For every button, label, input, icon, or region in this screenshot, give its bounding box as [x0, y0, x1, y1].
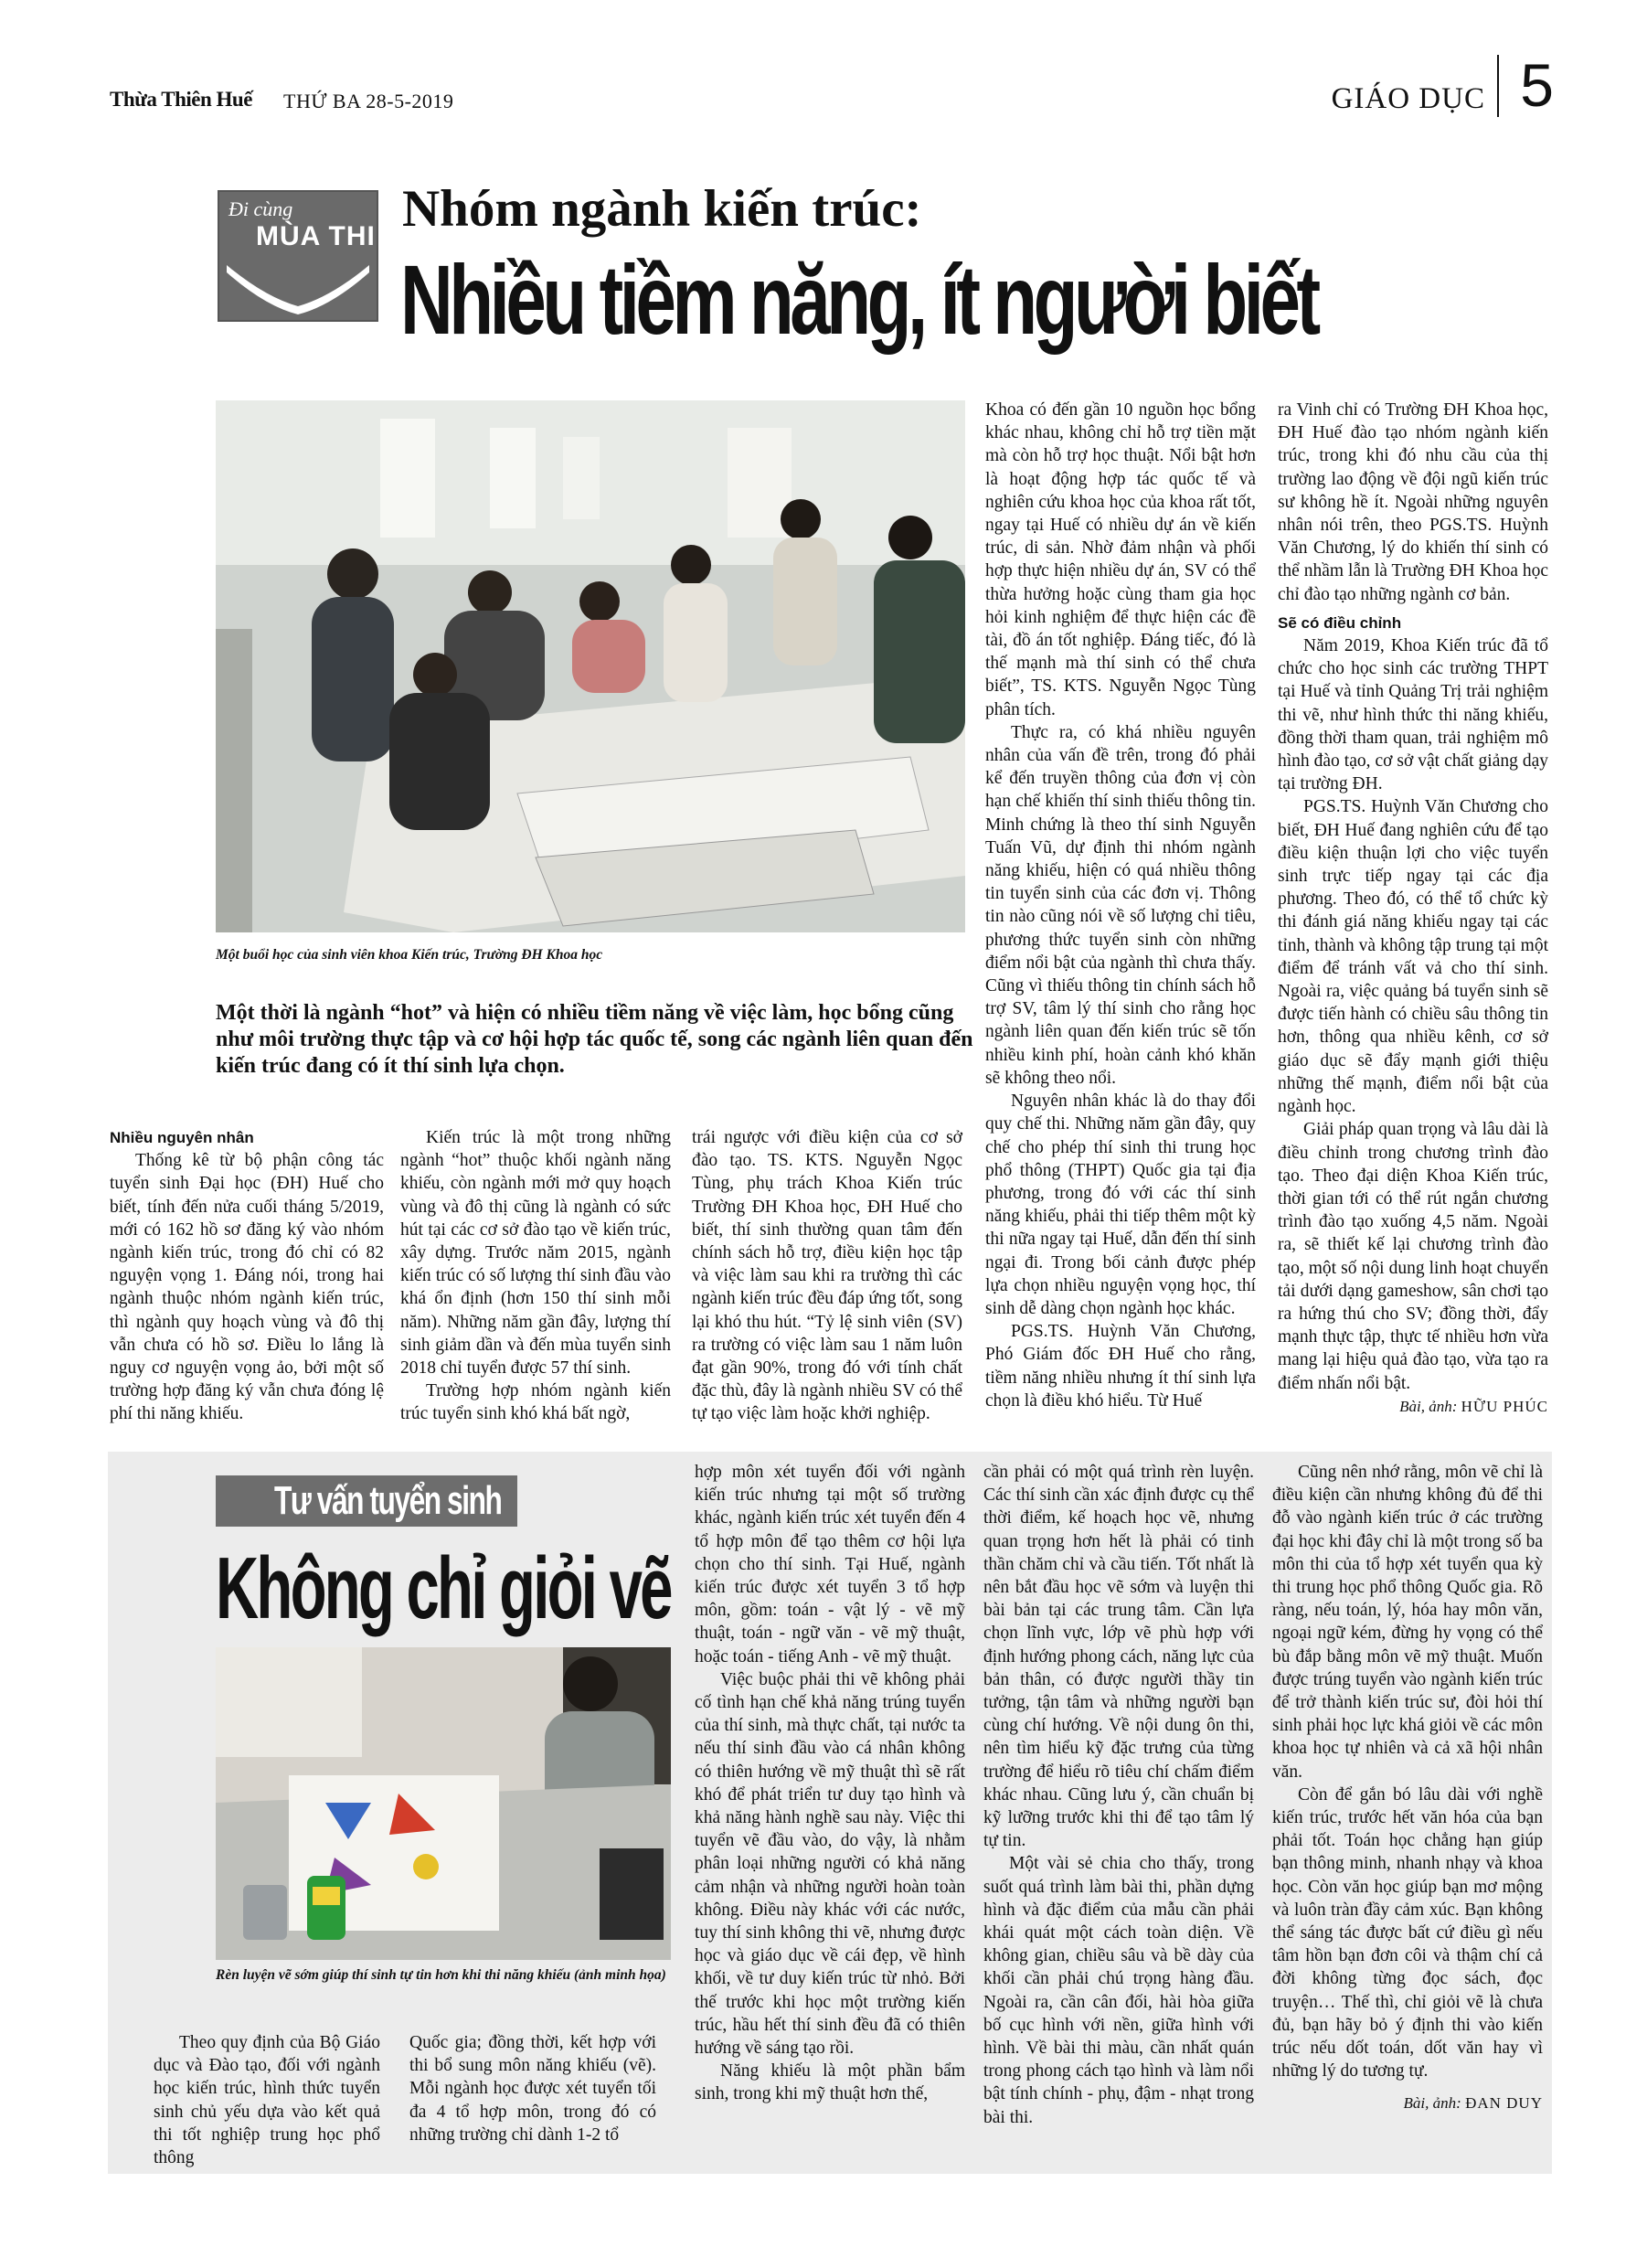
- subheading-causes: Nhiều nguyên nhân: [110, 1129, 254, 1146]
- article1-column-3: [692, 1126, 962, 1426]
- paragraph: PGS.TS. Huỳnh Văn Chương, Phó Giám đốc ĐH Huế cho rằng, tiềm năng nhiều nhưng ít thí sinh lựa chọn là điều khó hiểu. Từ Huế: [985, 1322, 1256, 1411]
- paragraph: Cũng nên nhớ rằng, môn vẽ chỉ là điều kiện cần nhưng không đủ để thi đỗ vào ngành kiến trúc ở các trường đại học khi đây chỉ là một trong số ba môn thi của tổ hợp xét tuyển qua kỳ thi trung học phổ thông Quốc gia. Rõ ràng, nếu toán, lý, hóa hay môn văn, ngoại ngữ kém, đừng hy vọng có thể bù đắp bằng môn vẽ mỹ thuật. Muốn được trúng tuyển vào ngành kiến trúc để trở thành kiến trúc sư, đòi hỏi thí sinh phải học lực khá giỏi về các môn khoa học tự nhiên và cả xã hội nhân văn.: [1272, 1463, 1543, 1782]
- article1-byline: [1278, 1395, 1548, 1418]
- paragraph: ra Vinh chỉ có Trường ĐH Khoa học, ĐH Huế đào tạo nhóm ngành kiến trúc, trong khi đó nhu cầu của thị trường lao động về đội ngũ kiến trúc sư không hề ít. Ngoài những nguyên nhân nói trên, theo PGS.TS. Huỳnh Văn Chương, lý do khiến thí sinh có thể nhầm lẫn là Trường ĐH Khoa học chỉ đào tạo những ngành cơ bản.: [1278, 400, 1548, 604]
- article1-column-1: [110, 1126, 384, 1426]
- header-divider: [1497, 55, 1499, 117]
- byline-label: Bài, ảnh:: [1399, 1397, 1458, 1415]
- logo-line2: MÙA THI: [256, 221, 376, 251]
- article2-photo-caption: Rèn luyện vẽ sớm giúp thí sinh tự tin hơn khi thi năng khiếu (ảnh minh họa): [216, 1967, 666, 1983]
- article2-column-1: [154, 2031, 380, 2169]
- open-book-icon: [219, 256, 377, 320]
- article2-photo: [216, 1647, 671, 1960]
- article1-headline: Nhiều tiềm năng, ít người biết: [400, 244, 1317, 355]
- paragraph: Khoa có đến gần 10 nguồn học bổng khác nhau, không chỉ hỗ trợ tiền mặt mà còn hỗ trợ học thuật. Nổi bật hơn là hoạt động hợp tác quốc tế và nghiên cứu khoa học của khoa rất tốt, ngay tại Huế có nhiều dự án về kiến trúc, di sản. Nhờ đảm nhận và phối hợp thực hiện nhiều dự án, SV có thể thừa hưởng hoặc cùng tham gia học hỏi kinh nghiệm để thực hiện các đề tài, đồ án tốt nghiệp. Đáng tiếc, đó là thế mạnh mà thí sinh có thể chưa biết”, TS. KTS. Nguyễn Ngọc Tùng phân tích.: [985, 400, 1256, 719]
- article2-headline: Không chỉ giỏi vẽ: [216, 1539, 671, 1637]
- paragraph: Kiến trúc là một trong những ngành “hot” thuộc khối ngành năng khiếu, còn ngành mới mở quy hoạch vùng và đô thị cũng là ngành có sức hút tại các cơ sở đào tạo về kiến trúc, xây dựng. Trước năm 2015, ngành kiến trúc có số lượng thí sinh đầu vào khá ổn định (hơn 150 thí sinh mỗi năm). Những năm gần đây, lượng thí sinh giảm dần và đến mùa tuyển sinh 2018 chỉ tuyển được 57 thí sinh.: [400, 1128, 671, 1379]
- paragraph: Năng khiếu là một phần bẩm sinh, trong khi mỹ thuật hơn thế,: [695, 2061, 965, 2104]
- byline-author: HỮU PHÚC: [1461, 1397, 1548, 1415]
- paragraph: Thống kê từ bộ phận công tác tuyển sinh Đại học (ĐH) Huế cho biết, tính đến nửa cuối tháng 5/2019, mới có 162 hồ sơ đăng ký vào nhóm ngành kiến trúc, trong đó chỉ có 82 nguyện vọng 1. Đáng nói, trong hai ngành thuộc nhóm ngành kiến trúc, thì ngành quy hoạch vùng và đô thị vẫn chưa có hồ sơ. Điều lo lắng là nguy cơ nguyện vọng ảo, bởi một số trường hợp đăng ký vẫn chưa đóng lệ phí thi năng khiếu.: [110, 1151, 384, 1424]
- article1-column-4: [985, 399, 1256, 1412]
- season-logo: [218, 190, 378, 322]
- article2-tag-label: Tư vấn tuyển sinh: [274, 1478, 502, 1523]
- paragraph: trái ngược với điều kiện của cơ sở đào tạo. TS. KTS. Nguyễn Ngọc Tùng, phụ trách Khoa Kiến trúc Trường ĐH Khoa học, ĐH Huế cho biết, thí sinh thường quan tâm đến chính sách hỗ trợ, điều kiện học tập và việc làm sau khi ra trường thì các ngành kiến trúc đều đáp ứng tốt, song lại khó thu hút. “Tỷ lệ sinh viên (SV) ra trường có việc làm sau 1 năm luôn đạt gần 90%, trong đó với tính chất đặc thù, đây là ngành nhiều SV có thể tự tạo việc làm hoặc khởi nghiệp.: [692, 1128, 962, 1424]
- paragraph: Còn để gắn bó lâu dài với nghề kiến trúc, trước hết văn hóa của bạn phải tốt. Toán học chẳng hạn giúp bạn thông minh, nhanh nhạy và khoa học. Còn văn học giúp bạn mơ mộng và luôn tràn đầy cảm xúc. Bạn không thể sáng tác được bất cứ điều gì nếu tâm hồn bạn đơn côi và thậm chí cả đời không từng đọc sách, đọc truyện… Thế thì, chỉ giỏi vẽ là chưa đủ, bạn hãy bỏ ý định thi vào kiến trúc nếu dốt toán, dốt văn hay vì những lý do tương tự.: [1272, 1784, 1543, 2082]
- paragraph: Nguyên nhân khác là do thay đổi quy chế thi. Những năm gần đây, quy chế cho phép thí sinh thi trung học phổ thông (THPT) Quốc gia tại địa phương, trong đó với các thí sinh năng khiếu, phải thi tiếp thêm một kỳ thi nữa ngay tại Huế, dẫn đến thí sinh ngại đi. Trong bối cảnh được phép lựa chọn nhiều nguyện vọng học, thí sinh dễ dàng chọn ngành học khác.: [985, 1091, 1256, 1318]
- article1-lead: Một thời là ngành “hot” và hiện có nhiều tiềm năng về việc làm, học bổng cũng như môi trường thực tập và cơ hội hợp tác quốc tế, song các ngành liên quan đến kiến trúc đang có ít thí sinh lựa chọn.: [216, 1001, 973, 1078]
- paragraph: Quốc gia; đồng thời, kết hợp với thi bổ sung môn năng khiếu (vẽ). Mỗi ngành học được xét tuyển tối đa 4 tổ hợp môn, trong đó có những trường chỉ dành 1-2 tổ: [409, 2033, 656, 2145]
- byline-label: Bài, ảnh:: [1403, 2094, 1461, 2113]
- article2-column-4: [983, 1461, 1254, 2129]
- article1-kicker: Nhóm ngành kiến trúc:: [402, 180, 922, 238]
- article1-photo: [216, 400, 965, 932]
- paper-name: Thừa Thiên Huế: [110, 88, 252, 111]
- subheading-adjustments: Sẽ có điều chỉnh: [1278, 613, 1402, 632]
- article1-column-2: [400, 1126, 671, 1426]
- paragraph: Năm 2019, Khoa Kiến trúc đã tổ chức cho học sinh các trường THPT tại Huế và tỉnh Quảng Trị trải nghiệm thi vẽ, như hình thức thi năng khiếu, đồng thời tham quan, trải nghiệm mô hình đào tạo, cơ sở vật chất giảng dạy tại trường ĐH.: [1278, 636, 1548, 794]
- paragraph: Một vài sẻ chia cho thấy, trong suốt quá trình làm bài thi, phần dựng hình và đặc điểm của mẫu cần phải khái quát một cách toàn diện. Về không gian, chiều sâu và bề dày của khối cần phải chú trọng hàng đầu. Ngoài ra, cần cân đối, hài hòa giữa bố cục hình với nền, giữa hình với hình. Về bài thi màu, cần nhất quán trong phong cách tạo hình và làm nổi bật tính chính - phụ, đậm - nhạt trong bài thi.: [983, 1854, 1254, 2127]
- article1-photo-caption: Một buổi học của sinh viên khoa Kiến trúc, Trường ĐH Khoa học: [216, 947, 603, 963]
- article2-column-2: [409, 2031, 656, 2146]
- byline-author: ĐAN DUY: [1465, 2094, 1543, 2113]
- page-number: 5: [1520, 51, 1554, 119]
- paragraph: Giải pháp quan trọng và lâu dài là điều chỉnh trong chương trình đào tạo. Theo đại diện Khoa Kiến trúc, thời gian tới có thể rút ngắn chương trình đào tạo xuống 4,5 năm. Ngoài ra, sẽ thiết kế lại chương trình đào tạo, một số nội dung linh hoạt chuyển tải dưới dạng gameshow, sân chơi tạo ra hứng thú cho SV; đồng thời, đẩy mạnh thực tập, thực tế nhiều hơn vừa mang lại hiệu quả đào tạo, vừa tạo ra điểm nhấn nổi bật.: [1278, 1120, 1548, 1393]
- logo-line1: Đi cùng: [228, 197, 293, 220]
- paragraph: Theo quy định của Bộ Giáo dục và Đào tạo, đối với ngành học kiến trúc, hình thức tuyển sinh chủ yếu dựa vào kết quả thi tốt nghiệp trung học phổ thông: [154, 2033, 380, 2168]
- article2-column-5: [1272, 1461, 1543, 2115]
- issue-date: THỨ BA 28-5-2019: [283, 90, 454, 112]
- page-header: [110, 51, 1554, 119]
- paragraph: Thực ra, có khá nhiều nguyên nhân của vấn đề trên, trong đó phải kể đến truyền thông của đơn vị còn hạn chế khiến thí sinh thiếu thông tin. Minh chứng là theo thí sinh Nguyễn Tuấn Vũ, dự định thi nhóm ngành năng khiếu, hiện có quá nhiều thông tin tuyển sinh của các đơn vị. Thông tin nào cũng nói về số lượng chỉ tiêu, phương thức tuyển sinh còn những điểm nổi bật của ngành thì chưa thấy. Cũng vì thiếu thông tin chính sách hỗ trợ SV, tâm lý thí sinh cho rằng học ngành liên quan đến kiến trúc sẽ tốn nhiều kinh phí, hoàn cảnh khó khăn sẽ không theo nổi.: [985, 722, 1256, 1088]
- article2-byline: [1272, 2092, 1543, 2114]
- paragraph: Trường hợp nhóm ngành kiến trúc tuyển sinh khó khá bất ngờ,: [400, 1381, 671, 1424]
- article1-column-5: [1278, 399, 1548, 1418]
- paragraph: cần phải có một quá trình rèn luyện. Các thí sinh cần xác định được cụ thể thời điểm, kế hoạch học vẽ, nhưng quan trọng hơn hết là phải có tinh thần chăm chỉ và cầu tiến. Tốt nhất là nên bắt đầu học vẽ sớm và luyện thi bài bản tại các trung tâm. Cần lựa chọn lĩnh vực, lớp vẽ phù hợp với định hướng phong cách, năng lực của bản thân, có được người thầy tin tưởng, tận tâm và những người bạn cùng chí hướng. Về nội dung ôn thi, nên tìm hiểu kỹ đặc trưng của từng trường để hiểu rõ tiêu chí chấm điểm khác nhau. Cũng lưu ý, cần chuẩn bị kỹ lưỡng trước khi thi để tạo tâm lý tự tin.: [983, 1463, 1254, 1851]
- paragraph: PGS.TS. Huỳnh Văn Chương cho biết, ĐH Huế đang nghiên cứu để tạo điều kiện thuận lợi cho việc tuyển sinh trực tiếp ngay tại các địa phương. Theo đó, có thể tổ chức kỳ thi đánh giá năng khiếu ngay tại các tỉnh, thành và không tập trung tại một điểm để tránh vất vả cho thí sinh. Ngoài ra, việc quảng bá tuyển sinh sẽ được tiến hành có chiều sâu thông tin hơn, thông qua nhiều kênh, cơ sở giáo dục sẽ đẩy mạnh giới thiệu những thế mạnh, điểm nổi bật của ngành học.: [1278, 797, 1548, 1117]
- paragraph: hợp môn xét tuyển đối với ngành kiến trúc nhưng tại một số trường khác, ngành kiến trúc xét tuyển đến 4 tổ hợp môn để tạo thêm cơ hội lựa chọn cho thí sinh. Tại Huế, ngành kiến trúc được xét tuyển 3 tổ hợp môn, gồm: toán - vật lý - vẽ mỹ thuật, toán - ngữ văn - vẽ mỹ thuật, hoặc toán - tiếng Anh - vẽ mỹ thuật.: [695, 1463, 965, 1666]
- article2-column-3: [695, 1461, 965, 2106]
- section-name: GIÁO DỤC: [1331, 82, 1485, 115]
- paragraph: Việc buộc phải thi vẽ không phải cố tình hạn chế khả năng trúng tuyển của thí sinh, mà thực chất, tại nước ta nếu thí sinh đầu vào cá nhân không có thiên hướng về mỹ thuật thì sẽ rất khó để phát triển tư duy tạo hình và khả năng hành nghề sau này. Việc thi tuyển vẽ đầu vào, do vậy, là nhằm phân loại những người có khả năng cảm nhận và những người hoàn toàn không. Điều này khác với các nước, tuy thí sinh không thi vẽ, nhưng được học và giáo dục về cái đẹp, về hình khối, về tư duy kiến trúc từ nhỏ. Bởi thế trước khi học một trường kiến trúc, hầu hết thí sinh đều đã có thiên hướng về sáng tạo rồi.: [695, 1669, 965, 2059]
